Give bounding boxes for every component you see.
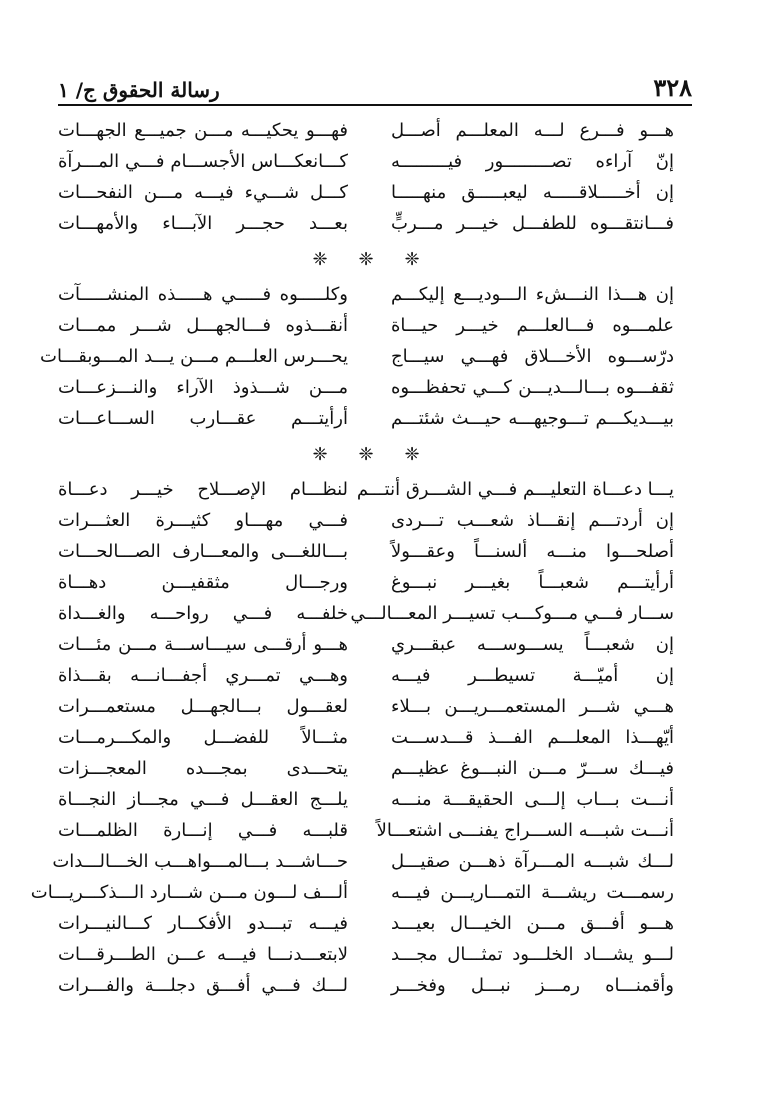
verse-first-hemistich: ســـار فـــي مـــوكـــب تسيـــر المعـــالـــي [350, 603, 674, 624]
verse-first-hemistich: إن شعبـــاً يســـوســـه عبقـــري [391, 634, 674, 655]
verse-first-hemistich: أنـــت شبـــه الســـراج يفنـــى اشتعـــالاً [376, 820, 674, 841]
verse-first-hemistich: إن هـــذا النـــشء الـــوديـــع إليكـــم [391, 284, 674, 305]
verse-first-hemistich: درّســـوه الأخـــلاق فهـــي سيـــاج [391, 346, 674, 367]
verse-line [58, 753, 674, 784]
verse-second-hemistich: لنظـــام الإصـــلاح خيـــر دعـــاة [58, 479, 348, 500]
verse-first-hemistich: أيّهـــذا المعلـــم الفـــذ قـــدســـت [391, 727, 674, 748]
verse-line [58, 722, 674, 753]
verse-first-hemistich: لـــك شبـــه المـــرآة ذهـــن صقيـــل [391, 851, 674, 872]
verse-line [58, 372, 674, 403]
verse-first-hemistich: إن أميّـــة تسيطـــر فيـــه [391, 665, 674, 686]
verse-first-hemistich: إن أردتـــم إنقـــاذ شعـــب تـــردى [391, 510, 674, 531]
verse-line [58, 908, 674, 939]
verse-second-hemistich: ألـــف لـــون مـــن شـــارد الـــذكـــريـــات [30, 882, 348, 903]
verse-second-hemistich: قلبـــه فـــي إنـــارة الظلمـــات [58, 820, 348, 841]
verse-second-hemistich: لابتعـــدنـــا فيـــه عـــن الطـــرقـــات [58, 944, 348, 965]
verse-second-hemistich: مـــن شـــذوذ الآراء والنـــزعـــات [58, 377, 348, 398]
verse-second-hemistich: أرأيتـــم عقـــارب الســـاعـــات [58, 408, 348, 429]
poem-body [30, 115, 674, 1001]
verse-line [58, 403, 674, 434]
verse-line [58, 598, 674, 629]
verse-first-hemistich: أنـــت بـــاب إلـــى الحقيقـــة منـــه [391, 789, 674, 810]
verse-line [58, 567, 674, 598]
verse-line [58, 474, 674, 505]
verse-first-hemistich: هـــي شـــر المستعمـــريـــن بـــلاء [391, 696, 674, 717]
verse-first-hemistich: رسمـــت ريشـــة التمـــاريـــن فيـــه [391, 882, 674, 903]
verse-second-hemistich: يتحـــدى بمجـــده المعجـــزات [58, 758, 348, 779]
verse-first-hemistich: فيـــك ســـرّ مـــن النبـــوغ عظيـــم [391, 758, 674, 779]
verse-second-hemistich: فهـــو يحكيـــه مـــن جميـــع الجهـــات [58, 120, 348, 141]
verse-line [58, 691, 674, 722]
verse-first-hemistich: بيـــديكـــم تـــوجيهـــه حيـــث شئتـــم [391, 408, 674, 429]
verse-second-hemistich: حـــاشـــد بـــالمـــواهـــب الخـــالـــدات [52, 851, 348, 872]
page-header [58, 72, 692, 102]
verse-line [58, 310, 674, 341]
verse-second-hemistich: مثـــالاً للفضـــل والمكـــرمـــات [58, 727, 348, 748]
verse-line [58, 505, 674, 536]
stanza-separator [58, 434, 674, 474]
verse-line [58, 536, 674, 567]
verse-line [58, 629, 674, 660]
verse-second-hemistich: كـــل شـــيء فيـــه مـــن النفحـــات [58, 182, 348, 203]
separator-star-icon: ❈ [312, 248, 328, 270]
verse-second-hemistich: فيـــه تبـــدو الأفكـــار كـــالنيـــرات [58, 913, 348, 934]
verse-first-hemistich: ثقفـــوه بـــالـــديـــن كـــي تحفظـــوه [391, 377, 674, 398]
verse-second-hemistich: فـــي مهـــاو كثيـــرة العثـــرات [58, 510, 348, 531]
verse-second-hemistich: لعقـــول بـــالجهـــل مستعمـــرات [58, 696, 348, 717]
verse-line [58, 784, 674, 815]
verse-second-hemistich: وهـــي تمـــري أجفـــانـــه بقـــذاة [58, 665, 348, 686]
verse-line [40, 341, 674, 372]
verse-second-hemistich: لـــك فـــي أفـــق دجلـــة والفـــرات [58, 975, 348, 996]
verse-line [58, 279, 674, 310]
verse-line [58, 146, 674, 177]
separator-star-icon: ❈ [358, 443, 374, 465]
header-rule [58, 104, 692, 106]
verse-first-hemistich: أرأيتـــم شعبـــاً بغيـــر نبـــوغ [391, 572, 674, 593]
verse-first-hemistich: إنّ آراءه تصـــــــــور فيـــــــــه [391, 151, 674, 172]
verse-first-hemistich: أصلحـــوا منـــه ألسنـــاً وعقـــولاً [391, 541, 674, 562]
verse-second-hemistich: أنقـــذوه فـــالجهـــل شـــر ممـــات [58, 315, 348, 336]
verse-first-hemistich: فـــانتقـــوه للطفـــل خيـــر مـــربٍّ [391, 213, 674, 234]
verse-first-hemistich: إن أخـــــلاقـــــه ليعبـــــق منهـــــا [391, 182, 674, 203]
verse-second-hemistich: بعـــد حجـــر الآبـــاء والأمهـــات [58, 213, 348, 234]
verse-line [58, 208, 674, 239]
separator-star-icon: ❈ [312, 443, 328, 465]
verse-second-hemistich: خلفـــه فـــي رواحـــه والغـــداة [58, 603, 348, 624]
verse-second-hemistich: كـــانعكـــاس الأجســـام فـــي المـــرآة [58, 151, 348, 172]
verse-line [58, 939, 674, 970]
verse-second-hemistich: وكلـــــوه فـــــي هـــــذه المنشـــــآت [58, 284, 348, 305]
verse-second-hemistich: يلـــج العقـــل فـــي مجـــاز النجـــاة [58, 789, 348, 810]
page-number: ٣٢٨ [653, 73, 692, 102]
verse-line [58, 970, 674, 1001]
separator-star-icon: ❈ [404, 248, 420, 270]
running-title: رسالة الحقوق ج/ ١ [58, 78, 220, 102]
verse-first-hemistich: وأقمنـــاه رمـــز نبـــل وفخـــر [391, 975, 674, 996]
verse-line [58, 660, 674, 691]
verse-first-hemistich: علمـــوه فـــالعلـــم خيـــر حيـــاة [391, 315, 674, 336]
verse-first-hemistich: هـــو فـــرع لـــه المعلـــم أصـــل [391, 120, 674, 141]
verse-line [58, 815, 674, 846]
verse-second-hemistich: ورجـــال مثقفيـــن دهـــاة [58, 572, 348, 593]
verse-line [58, 177, 674, 208]
verse-second-hemistich: بـــاللغـــى والمعـــارف الصـــالحـــات [58, 541, 348, 562]
verse-line [52, 846, 674, 877]
separator-star-icon: ❈ [404, 443, 420, 465]
verse-second-hemistich: هـــو أرقـــى سيـــاســـة مـــن مئـــات [58, 634, 348, 655]
separator-star-icon: ❈ [358, 248, 374, 270]
verse-first-hemistich: يـــا دعـــاة التعليـــم فـــي الشـــرق أنتـــم [356, 479, 674, 500]
verse-first-hemistich: هـــو أفـــق مـــن الخيـــال بعيـــد [391, 913, 674, 934]
verse-first-hemistich: لـــو يشـــاد الخلـــود تمثـــال مجـــد [391, 944, 674, 965]
verse-line [58, 115, 674, 146]
verse-second-hemistich: يحـــرس العلـــم مـــن يـــد المـــوبقـــات [40, 346, 348, 367]
verse-line [30, 877, 674, 908]
stanza-separator [58, 239, 674, 279]
